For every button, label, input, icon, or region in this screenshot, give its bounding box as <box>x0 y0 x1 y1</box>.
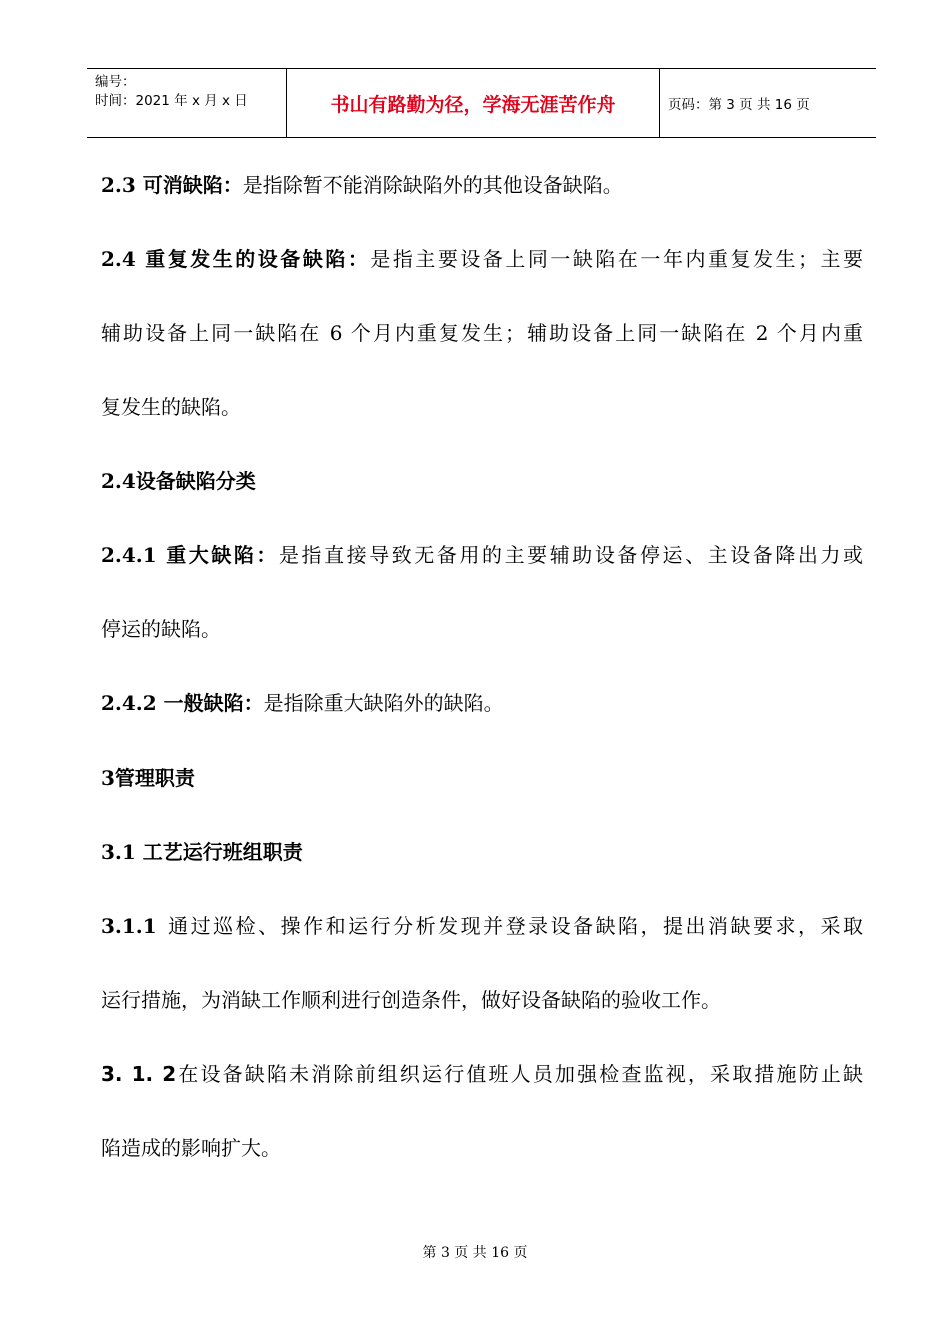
page-header <box>87 68 876 138</box>
text-2-4-2: 是指除重大缺陷外的缺陷。 <box>263 691 504 715</box>
paragraph-2-3 <box>101 170 863 200</box>
header-page-info: 页码：第 3 页 共 16 页 <box>668 97 810 113</box>
header-motto: 书山有路勤为径，学海无涯苦作舟 <box>287 69 660 137</box>
paragraph-2-4-1-line-2: 停运的缺陷。 <box>101 617 221 641</box>
paragraph-2-4-line-1 <box>101 244 863 274</box>
text-2-3: 是指除暂不能消除缺陷外的其他设备缺陷。 <box>242 173 623 197</box>
paragraph-3-1-1-line-1 <box>101 911 863 941</box>
section-title-3: 3管理职责 <box>101 766 195 790</box>
text-2-4-line-1: 是指主要设备上同一缺陷在一年内重复发生；主要 <box>370 247 863 271</box>
heading-2-4-2: 2.4.2 一般缺陷： <box>101 691 264 715</box>
section-title-2-4: 2.4设备缺陷分类 <box>101 469 256 493</box>
text-2-4-1-line-1: 是指直接导致无备用的主要辅助设备停运、主设备降出力或 <box>279 543 863 567</box>
document-time: 时间：2021 年 x 月 x 日 <box>95 93 248 109</box>
text-3-1-2-line-1: 在设备缺陷未消除前组织运行值班人员加强检查监视，采取措施防止缺 <box>176 1062 864 1086</box>
paragraph-2-4-1-line-1 <box>101 540 863 570</box>
heading-3-1-2: 3. 1. 2 <box>101 1062 177 1086</box>
paragraph-3-1-1-line-2: 运行措施，为消缺工作顺利进行创造条件，做好设备缺陷的验收工作。 <box>101 988 721 1012</box>
paragraph-3-1-2-line-2: 陷造成的影响扩大。 <box>101 1136 281 1160</box>
text-3-1-1-line-1: 通过巡检、操作和运行分析发现并登录设备缺陷，提出消缺要求，采取 <box>165 914 863 938</box>
document-number-label: 编号： <box>95 74 136 90</box>
paragraph-2-4-2 <box>101 688 863 718</box>
heading-2-4: 2.4 重复发生的设备缺陷： <box>101 247 371 271</box>
heading-3-1-1: 3.1.1 <box>101 914 157 938</box>
paragraph-2-4-line-2: 辅助设备上同一缺陷在 6 个月内重复发生；辅助设备上同一缺陷在 2 个月内重 <box>101 321 863 345</box>
page-footer: 第 3 页 共 16 页 <box>422 1245 528 1261</box>
header-meta <box>87 69 287 137</box>
heading-2-4-1: 2.4.1 重大缺陷： <box>101 543 279 567</box>
heading-2-3: 2.3 可消缺陷： <box>101 173 243 197</box>
paragraph-3-1-2-line-1 <box>101 1059 863 1089</box>
section-title-3-1: 3.1 工艺运行班组职责 <box>101 840 303 864</box>
paragraph-2-4-line-3: 复发生的缺陷。 <box>101 395 241 419</box>
